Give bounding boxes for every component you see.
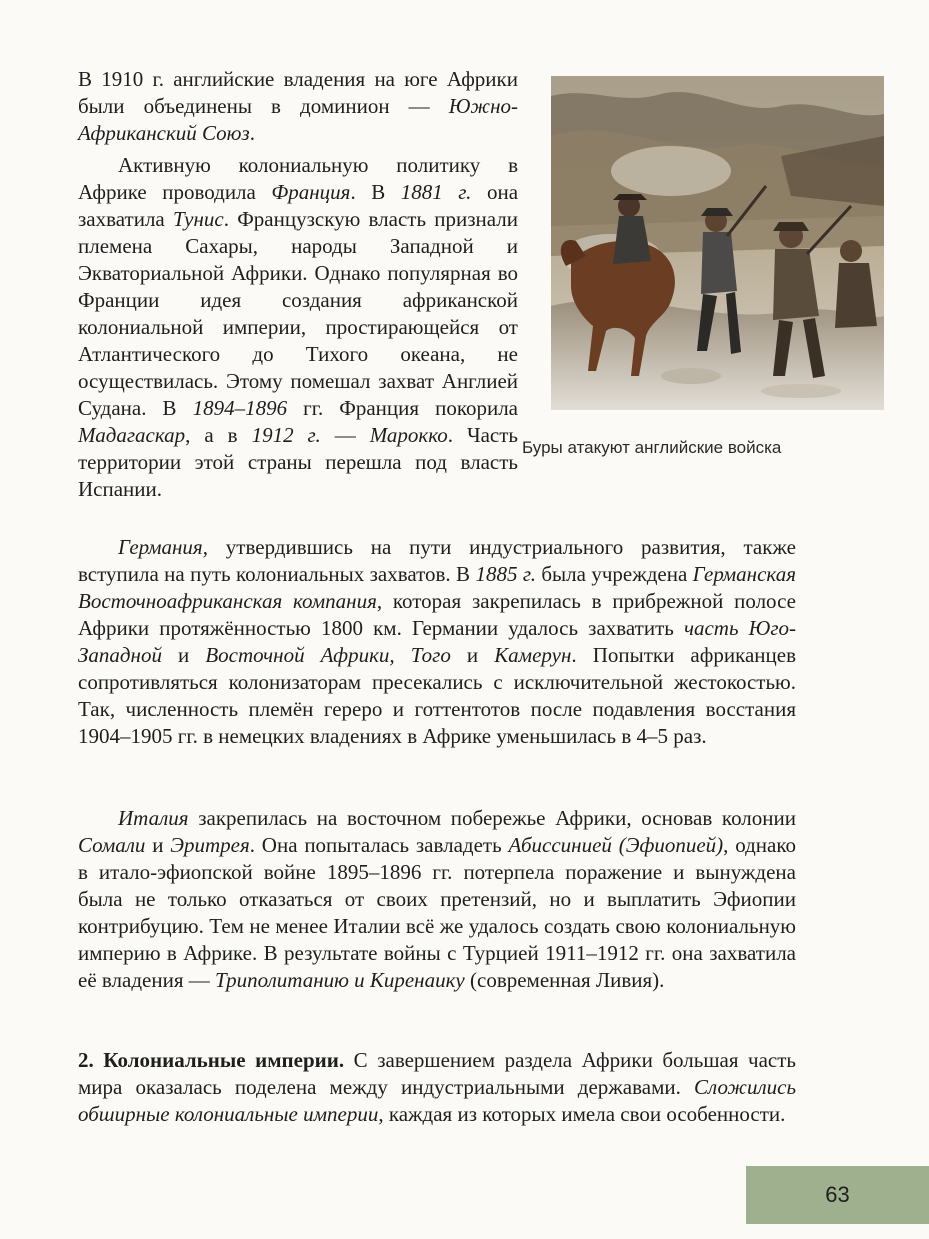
italic-term: Италия <box>118 806 189 830</box>
text: , а в <box>185 423 252 447</box>
section-colonial-empires <box>78 1047 796 1128</box>
italic-term: Камерун <box>494 643 572 667</box>
section-heading: 2. Колониальные империи. <box>78 1048 345 1072</box>
paragraph-italy <box>78 805 796 994</box>
text: . Попытки африканцев сопротивляться колонизаторам пресекались с исключительной жестокостью. Так, численность племён гереро и готтентотов после подавления восстания 1904–1905 гг. в немецких владениях в Африке уменьшилась в 4–5 раз. <box>78 643 796 748</box>
text: — <box>320 423 370 447</box>
italic-term: Восточной Африки, Того <box>205 643 451 667</box>
text: она захватила <box>78 180 519 231</box>
italic-term: Эритрея <box>170 833 250 857</box>
text: . Она попыталась завладеть <box>249 833 509 857</box>
paragraph-france <box>78 152 518 503</box>
text: . <box>249 121 255 145</box>
page-number: 63 <box>825 1182 850 1207</box>
text: . В <box>350 180 401 204</box>
text: В 1910 г. английские владения на юге Африки были объединены в доминион — <box>78 67 518 118</box>
italic-term: часть Юго-Западной <box>78 616 796 667</box>
italic-term: Марокко <box>369 423 448 447</box>
italic-term: Франция <box>271 180 351 204</box>
page-number-box <box>746 1166 929 1224</box>
text: и <box>450 643 495 667</box>
italic-term: 1894–1896 <box>192 396 288 420</box>
text: закрепилась на восточном побережье Африки, основав колонии <box>188 806 796 830</box>
text: . Французскую власть признали племена Сахары, народы Западной и Экваториальной Африки. Однако популярная во Франции идея создания африканской колониальной империи, простирающейся от Атлантического до Тихого океана, не осуществилась. Этому помешал захват Англией Судана. В <box>78 207 518 420</box>
text: , каждая из которых имела свои особенности. <box>378 1102 786 1126</box>
italic-term: Мадагаскар <box>78 423 186 447</box>
italic-term: Сомали <box>78 833 146 857</box>
text: была учреждена <box>535 562 693 586</box>
text: Активную колониальную политику в Африке проводила <box>78 153 518 204</box>
text: (современная Ливия). <box>464 968 665 992</box>
italic-term: 1885 г. <box>475 562 536 586</box>
italic-term: Германия <box>118 535 203 559</box>
italic-term: Тунис <box>172 207 224 231</box>
italic-term: Сложились обширные колониальные империи <box>78 1075 796 1126</box>
illustration-caption: Буры атакуют английские войска <box>522 438 782 457</box>
italic-term: 1912 г. <box>251 423 321 447</box>
paragraph-union-of-south-africa <box>78 66 518 147</box>
italic-term: Германская Восточноафриканская компания <box>78 562 796 613</box>
italic-term: Южно-Африканский Союз <box>78 94 518 145</box>
text: С завершением раздела Африки большая часть мира оказалась поделена между индустриальными державами. <box>78 1048 796 1099</box>
text: , которая закрепилась в прибрежной полосе Африки протяжённостью 1800 км. Германии удалось захватить <box>78 589 796 640</box>
italic-term: Абиссинией (Эфиопией) <box>508 833 724 857</box>
italic-term: 1881 г. <box>400 180 472 204</box>
text: и <box>145 833 171 857</box>
text: . Часть территории этой страны перешла под власть Испании. <box>78 423 519 501</box>
boers-attack-illustration <box>551 76 884 410</box>
italic-term: Триполитанию и Киренаику <box>214 968 465 992</box>
text: , утвердившись на пути индустриального развития, также вступила на путь колониальных захватов. В <box>78 535 796 586</box>
paragraph-germany <box>78 534 796 750</box>
illustration-drawing <box>551 76 884 410</box>
text: гг. Франция покорила <box>287 396 519 420</box>
text: , однако в итало-эфиопской войне 1895–1896 гг. потерпела поражение и вынуждена была не только отказаться от своих претензий, но и выплатить Эфиопии контрибуцию. Тем не менее Италии всё же удалось создать свою колониальную империю в Африке. В результате войны с Турцией 1911–1912 гг. она захватила её владения — <box>78 833 796 992</box>
text: и <box>161 643 206 667</box>
